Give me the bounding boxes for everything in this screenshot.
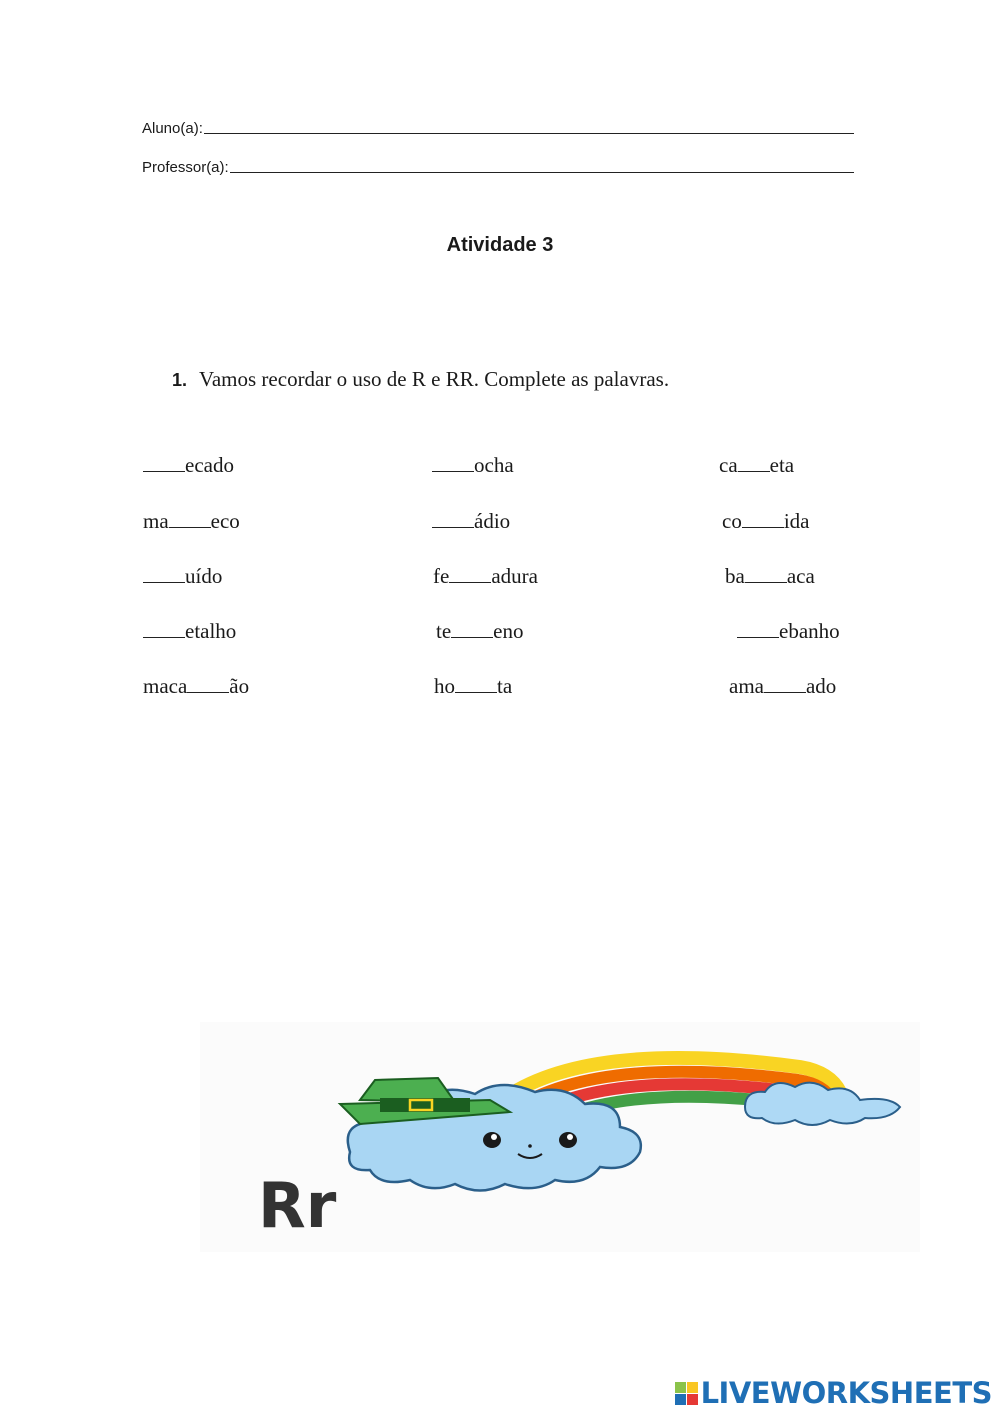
student-name-line[interactable]	[204, 132, 854, 134]
student-label: Aluno(a):	[142, 120, 203, 137]
blank-input[interactable]	[455, 691, 497, 693]
word-item: etalho	[143, 619, 236, 644]
blank-input[interactable]	[451, 636, 493, 638]
blank-input[interactable]	[187, 691, 229, 693]
page-title: Atividade 3	[446, 234, 554, 256]
blank-input[interactable]	[143, 581, 185, 583]
blank-input[interactable]	[169, 526, 211, 528]
blank-input[interactable]	[737, 636, 779, 638]
word-item: co ida	[722, 509, 810, 533]
teacher-label: Professor(a):	[142, 159, 229, 176]
word-item: ho ta	[434, 674, 513, 698]
blank-input[interactable]	[742, 526, 784, 528]
liveworksheets-logo	[675, 1376, 992, 1410]
blank-input[interactable]	[143, 636, 185, 638]
word-item: fe adura	[433, 564, 538, 588]
word-item: ama ado	[729, 674, 837, 698]
blank-input[interactable]	[738, 470, 770, 472]
word-item: ba aca	[725, 564, 815, 588]
word-item: ca eta	[719, 453, 795, 477]
blank-input[interactable]	[143, 470, 185, 472]
word-item: te eno	[436, 619, 524, 643]
word-item: ocha	[432, 453, 514, 478]
word-item: uído	[143, 564, 222, 589]
question-text: Vamos recordar o uso de R e RR. Complete as palavras.	[199, 367, 670, 391]
blank-input[interactable]	[432, 526, 474, 528]
word-item: maca ão	[143, 674, 250, 698]
blank-input[interactable]	[449, 581, 491, 583]
blank-input[interactable]	[432, 470, 474, 472]
logo-text: LIVEWORKSHEETS	[700, 1376, 992, 1410]
word-item: ma eco	[143, 509, 240, 533]
question-1	[172, 367, 669, 392]
question-number: 1.	[172, 370, 188, 390]
blank-input[interactable]	[764, 691, 806, 693]
student-name-field[interactable]	[142, 120, 854, 137]
blank-input[interactable]	[745, 581, 787, 583]
word-item: ebanho	[737, 619, 840, 644]
teacher-name-field[interactable]	[142, 159, 854, 176]
word-item: ecado	[143, 453, 234, 478]
logo-blocks-icon	[675, 1382, 698, 1405]
rainbow-cloud-hat-icon	[200, 1022, 920, 1252]
illustration-letters: Rr	[258, 1169, 337, 1242]
teacher-name-line[interactable]	[230, 171, 854, 173]
word-item: ádio	[432, 509, 510, 534]
